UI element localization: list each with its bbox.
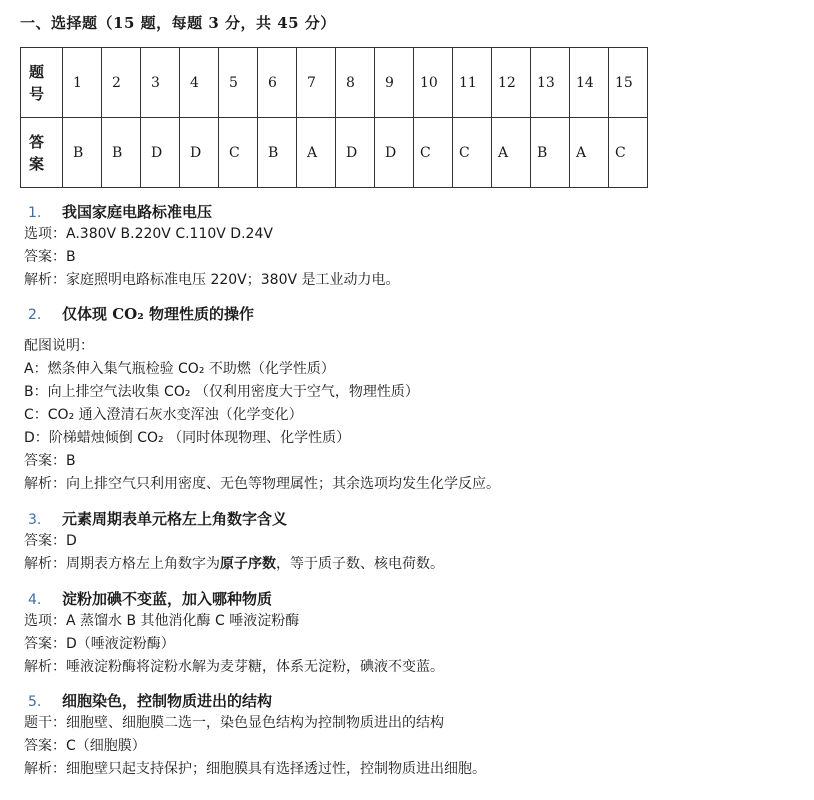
row-label-char: 答 [29,132,45,151]
answer-cell: D [141,118,180,188]
question-number: 9 [375,48,414,118]
question-number-label: 4. [28,592,42,608]
question-number: 4 [180,48,219,118]
question-title: 仅体现 CO₂ 物理性质的操作 [62,305,255,323]
question-number: 15 [609,48,648,118]
row-label-char: 题 [29,62,45,81]
option-d-line: D：阶梯蜡烛倾倒 CO₂ （同时体现物理、化学性质） [24,430,351,446]
row-label-answer [21,118,63,188]
question-number: 10 [414,48,453,118]
analysis-emphasis: 原子序数 [220,556,276,572]
question-title-row [28,508,444,530]
answer-cell: B [102,118,141,188]
analysis-text: 解析：周期表方格左上角数字为 [24,556,220,572]
answer-line: 答案：B [24,249,76,265]
answer-cell: A [297,118,336,188]
answer-cell: C [453,118,492,188]
question-number-label: 2. [28,307,42,323]
question-number: 1 [63,48,102,118]
answer-cell: A [492,118,531,188]
analysis-line: 解析：家庭照明电路标准电压 220V；380V 是工业动力电。 [24,272,400,288]
options-line: 选项：A.380V B.220V C.110V D.24V [24,226,273,242]
option-b-line: B：向上排空气法收集 CO₂ （仅利用密度大于空气，物理性质） [24,384,419,400]
answer-cell: C [219,118,258,188]
question-number-label: 1. [28,205,42,221]
answer-row [21,118,648,188]
question-title: 细胞染色，控制物质进出的结构 [62,692,273,710]
question-number: 7 [297,48,336,118]
analysis-line: 解析：向上排空气只利用密度、无色等物理属性；其余选项均发生化学反应。 [24,476,500,492]
question-title: 淀粉加碘不变蓝，加入哪种物质 [62,590,273,608]
question-title-row [28,690,486,712]
question-3 [24,508,444,576]
answer-cell: D [180,118,219,188]
question-number-label: 3. [28,512,42,528]
row-label-number [21,48,63,118]
question-number: 6 [258,48,297,118]
row-label-char: 号 [29,84,45,103]
question-number: 3 [141,48,180,118]
question-number: 13 [531,48,570,118]
row-label-char: 案 [29,154,45,173]
answer-cell: D [375,118,414,188]
answer-cell: D [336,118,375,188]
answer-table [20,47,648,188]
question-number: 14 [570,48,609,118]
figure-note-line: 配图说明： [24,338,94,354]
stem-line: 题干：细胞壁、细胞膜二选一，染色显色结构为控制物质进出的结构 [24,715,444,731]
options-line: 选项：A 蒸馏水 B 其他消化酶 C 唾液淀粉酶 [24,613,300,629]
question-2 [24,303,500,496]
answer-cell: C [414,118,453,188]
question-number-label: 5. [28,694,42,710]
answer-line: 答案：D（唾液淀粉酶） [24,636,175,652]
question-title-row [28,588,444,610]
analysis-text: ，等于质子数、核电荷数。 [276,556,444,572]
question-4 [24,588,444,679]
answer-cell: C [609,118,648,188]
question-5 [24,690,486,781]
analysis-line: 解析：唾液淀粉酶将淀粉水解为麦芽糖，体系无淀粉，碘液不变蓝。 [24,659,444,675]
answer-line: 答案：B [24,453,76,469]
question-number: 11 [453,48,492,118]
question-number: 2 [102,48,141,118]
question-title-row [28,303,500,325]
answer-cell: B [63,118,102,188]
section-heading: 一、选择题（15 题，每题 3 分，共 45 分） [20,14,336,32]
answer-cell: B [531,118,570,188]
option-a-line: A：燃条伸入集气瓶检验 CO₂ 不助燃（化学性质） [24,361,335,377]
answer-line: 答案：C（细胞膜） [24,738,146,754]
analysis-line [24,553,444,576]
answer-cell: B [258,118,297,188]
option-c-line: C：CO₂ 通入澄清石灰水变浑浊（化学变化） [24,407,303,423]
question-title: 元素周期表单元格左上角数字含义 [62,510,288,528]
number-row [21,48,648,118]
question-number: 12 [492,48,531,118]
answer-line: 答案：D [24,533,77,549]
question-title-row [28,201,400,223]
question-1 [24,201,400,292]
question-title: 我国家庭电路标准电压 [62,203,213,221]
analysis-line: 解析：细胞壁只起支持保护；细胞膜具有选择透过性，控制物质进出细胞。 [24,761,486,777]
question-number: 8 [336,48,375,118]
question-number: 5 [219,48,258,118]
answer-cell: A [570,118,609,188]
